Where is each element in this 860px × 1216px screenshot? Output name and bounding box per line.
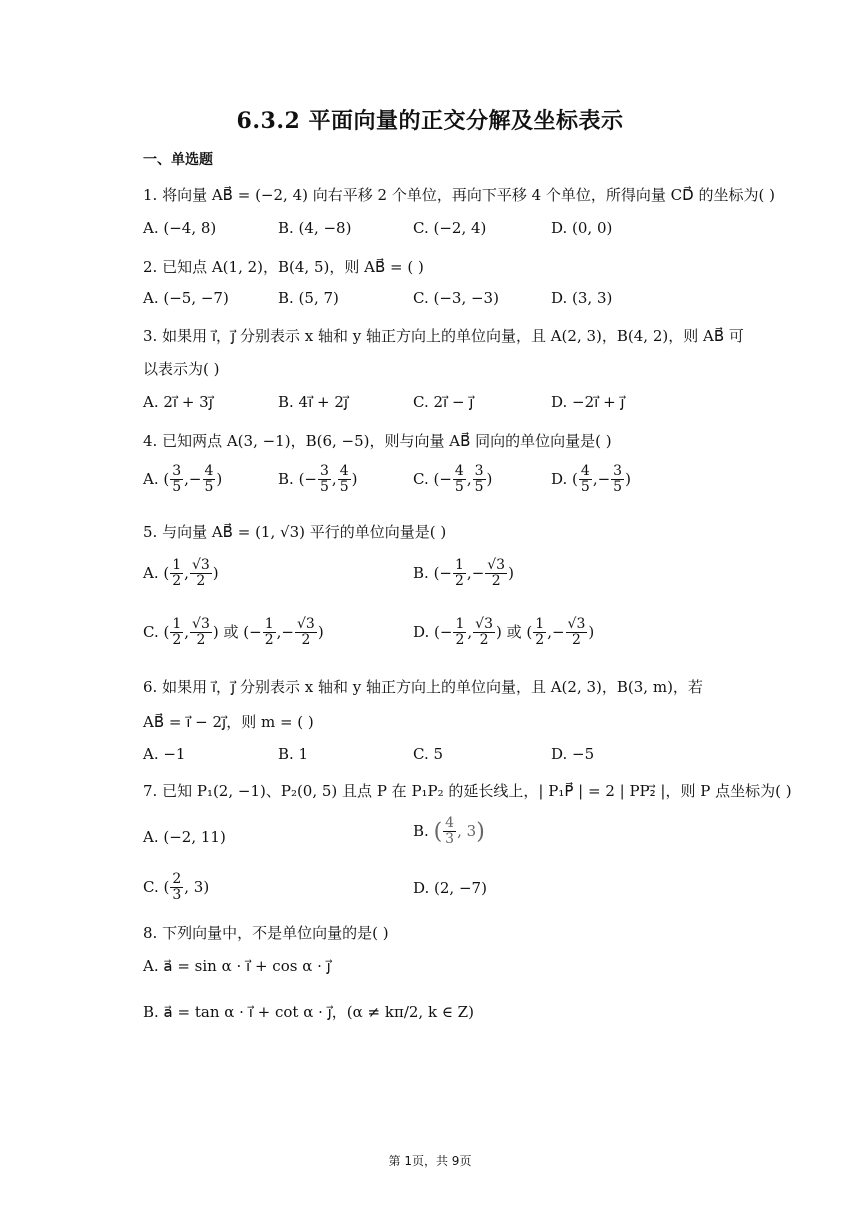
fraction: $\frac{1}{2}$: [535, 616, 545, 649]
fraction: $\frac{3}{5}$: [613, 463, 623, 496]
question-3-stem: 3. 如果用 i⃗，j⃗ 分别表示 x 轴和 y 轴正方向上的单位向量，且 A(2, 3)，B(4, 2)，则 AB⃗ 可: [143, 327, 744, 345]
q7-option-b: B. ( $\frac{4}{3}$ , 3): [413, 815, 485, 848]
q7-option-c: C. ( $\frac{2}{3}$ , 3): [143, 871, 210, 904]
q2-option-c: C. (−3, −3): [413, 289, 499, 307]
fraction: $\frac{√3}{2}$: [567, 616, 586, 649]
question-6-stem: 6. 如果用 i⃗，j⃗ 分别表示 x 轴和 y 轴正方向上的单位向量，且 A(2, 3)，B(3, m)，若: [143, 678, 703, 696]
fraction: $\frac{1}{2}$: [455, 557, 464, 590]
q5-b-label: B.: [413, 563, 429, 582]
q4-option-a: A. ( $\frac{3}{5}$ ,− $\frac{4}{5}$ ): [143, 463, 223, 496]
question-3-stem-cont: 以表示为( ): [143, 360, 220, 378]
question-4-stem: 4. 已知两点 A(3, −1)，B(6, −5)，则与向量 AB⃗ 同向的单位向量是( ): [143, 432, 612, 450]
page-title: 6.3.2 平面向量的正交分解及坐标表示: [236, 108, 624, 134]
fraction: $\frac{4}{5}$: [454, 463, 464, 496]
fraction: $\frac{1}{2}$: [455, 616, 465, 649]
q5-option-b: B. (− $\frac{1}{2}$ ,− $\frac{√3}{2}$ ): [413, 557, 514, 590]
fraction: $\frac{4}{5}$: [339, 463, 349, 496]
fraction: $\frac{3}{5}$: [474, 463, 484, 496]
q4-a-label: A.: [143, 469, 159, 488]
question-6-stem-cont: AB⃗ = i⃗ − 2j⃗，则 m = ( ): [143, 713, 314, 731]
fraction: $\frac{√3}{2}$: [192, 616, 210, 649]
question-8-stem: 8. 下列向量中，不是单位向量的是( ): [143, 924, 389, 942]
q6-option-a: A. −1: [143, 745, 186, 763]
q4-option-d: D. ( $\frac{4}{5}$ ,− $\frac{3}{5}$ ): [551, 463, 631, 496]
q7-option-d: D. (2, −7): [413, 879, 487, 897]
fraction: $\frac{√3}{2}$: [296, 616, 315, 649]
q5-c-label: C.: [143, 622, 159, 641]
q7-option-a: A. (−2, 11): [143, 828, 226, 846]
q2-option-a: A. (−5, −7): [143, 289, 229, 307]
fraction: $\frac{3}{5}$: [320, 463, 329, 496]
q4-option-c: C. (− $\frac{4}{5}$ , $\frac{3}{5}$ ): [413, 463, 493, 496]
q4-c-label: C.: [413, 469, 429, 488]
q2-option-d: D. (3, 3): [551, 289, 613, 307]
fraction: $\frac{2}{3}$: [172, 871, 182, 904]
q1-option-a: A. (−4, 8): [143, 219, 217, 237]
fraction: $\frac{1}{2}$: [172, 616, 182, 649]
q3-option-b: B. 4i⃗ + 2j⃗: [278, 393, 349, 411]
q4-d-label: D.: [551, 469, 568, 488]
fraction: $\frac{√3}{2}$: [475, 616, 493, 649]
q1-option-b: B. (4, −8): [278, 219, 352, 237]
question-5-stem: 5. 与向量 AB⃗ = (1, √3) 平行的单位向量是( ): [143, 523, 447, 541]
section-heading: 一、单选题: [143, 152, 213, 168]
q3-option-c: C. 2i⃗ − j⃗: [413, 393, 474, 411]
q3-option-d: D. −2i⃗ + j⃗: [551, 393, 625, 411]
question-1-stem: 1. 将向量 AB⃗ = (−2, 4) 向右平移 2 个单位，再向下平移 4 个单位，所得向量 CD⃗ 的坐标为( ): [143, 186, 775, 204]
q8-option-a: A. a⃗ = sin α · i⃗ + cos α · j⃗: [143, 957, 331, 975]
q5-a-label: A.: [143, 563, 159, 582]
q7-b-label: B.: [413, 821, 429, 840]
q6-option-c: C. 5: [413, 745, 444, 763]
fraction: $\frac{√3}{2}$: [487, 557, 506, 590]
fraction: $\frac{3}{5}$: [172, 463, 182, 496]
fraction: $\frac{1}{2}$: [172, 557, 182, 590]
q4-b-label: B.: [278, 469, 294, 488]
q8-option-b: B. a⃗ = tan α · i⃗ + cot α · j⃗，(α ≠ kπ/2, k ∈ Z): [143, 1003, 474, 1021]
fraction: $\frac{4}{3}$: [445, 815, 455, 848]
fraction: $\frac{4}{5}$: [204, 463, 214, 496]
fraction: $\frac{1}{2}$: [264, 616, 274, 649]
question-2-stem: 2. 已知点 A(1, 2)，B(4, 5)，则 AB⃗ = ( ): [143, 258, 424, 276]
q5-d-label: D.: [413, 622, 430, 641]
q5-option-d: D. (− $\frac{1}{2}$ , $\frac{√3}{2}$ ) 或 ( $\frac{1}{2}$ ,− $\frac{√3}{2}$ ): [413, 616, 595, 649]
q4-option-b: B. (− $\frac{3}{5}$ , $\frac{4}{5}$ ): [278, 463, 358, 496]
q1-option-d: D. (0, 0): [551, 219, 613, 237]
q5-option-c: C. ( $\frac{1}{2}$ , $\frac{√3}{2}$ ) 或 (− $\frac{1}{2}$ ,− $\frac{√3}{2}$ ): [143, 616, 324, 649]
fraction: $\frac{√3}{2}$: [191, 557, 210, 590]
fraction: $\frac{4}{5}$: [580, 463, 590, 496]
q7-c-label: C.: [143, 877, 159, 896]
q2-option-b: B. (5, 7): [278, 289, 339, 307]
q6-option-b: B. 1: [278, 745, 309, 763]
question-7-stem: 7. 已知 P₁(2, −1)、P₂(0, 5) 且点 P 在 P₁P₂ 的延长线上，| P₁P⃗ | = 2 | PP₂⃗ |，则 P 点坐标为( ): [143, 782, 792, 800]
q1-option-c: C. (−2, 4): [413, 219, 487, 237]
q6-option-d: D. −5: [551, 745, 595, 763]
q3-option-a: A. 2i⃗ + 3j⃗: [143, 393, 213, 411]
q5-option-a: A. ( $\frac{1}{2}$ , $\frac{√3}{2}$ ): [143, 557, 219, 590]
page-footer: 第 1页，共 9页: [388, 1154, 472, 1168]
